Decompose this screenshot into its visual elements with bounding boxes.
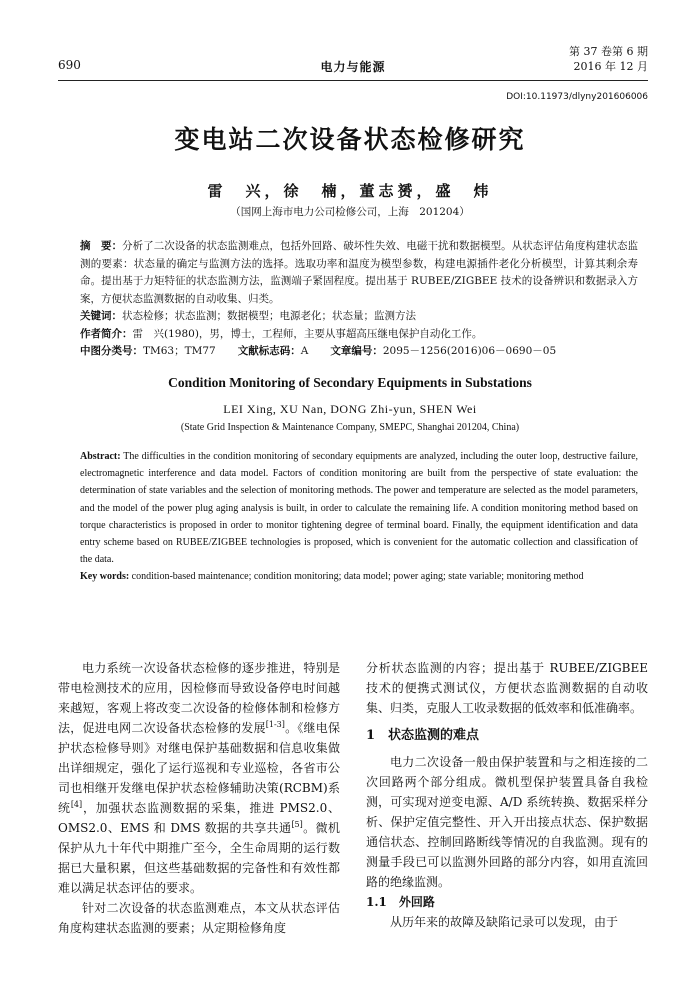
- keywords-en-value: condition-based maintenance; condition monitoring; data model; power aging; state variable; monitoring method: [131, 571, 584, 583]
- running-header: [58, 36, 648, 78]
- abstract-en-body: The difficulties in the condition monitoring of secondary equipments are analyzed, including the outer loop, destructive failure, electromagnetic interference and data model. Factors of condition monitoring are built from the perspective of state evaluation: the determination of state variables and the selection of monitoring methods. The power and temperature are selected as the model parameters, and the model of the power plug aging analysis is built, in order to calculate the remaining life. A condition monitoring method based on torque characteristics is proposed in order to monitor tightening degree of terminal board. Finally, the equipment identification and data entry scheme based on RUBEE/ZIGBEE technologies is proposed, which is convenient for the automatic collection and classification of the data.: [80, 451, 639, 566]
- citation-4: [4]: [70, 800, 83, 809]
- keywords-cn-label: 关键词：: [80, 310, 122, 322]
- author-bio-label: 作者简介：: [80, 327, 133, 340]
- doc-code-value: A: [300, 345, 309, 357]
- clc-value: TM63；TM77: [143, 345, 216, 357]
- abstract-cn-text: [80, 238, 638, 308]
- abstract-cn-body: 分析了二次设备的状态监测难点，包括外回路、破坏性失效、电磁干扰和数据模型。从状态评估角度构建状态监测的要素：状态量的确定与监测方法的选择。选取功率和温度为模型参数，构建电源插件老化分析模型，计算其剩余寿命。提出基于力矩特征的状态监测方法，监测端子紧固程度。提出基于 RUBEE/ZIGBEE 技术的设备辨识和数据录入方案，方便状态监测数据的自动收集、归类。: [80, 240, 639, 305]
- issue-date: 2016 年 12 月: [573, 60, 648, 73]
- issue-info: [569, 44, 648, 74]
- paper-title-cn: 变电站二次设备状态检修研究: [174, 125, 526, 154]
- keywords-en: [80, 568, 638, 585]
- abstract-cn-label: 摘 要：: [80, 240, 123, 252]
- keywords-en-label: Key words:: [80, 571, 130, 583]
- intro-p1-part-c: ，加强状态监测数据的采集，推进 PMS2.0、OMS2.0、EMS 和 DMS 数据的共享共通: [58, 801, 340, 835]
- article-no-value: 2095－1256(2016)06－0690－05: [382, 345, 557, 357]
- section-1-heading: 1 状态监测的难点: [366, 728, 480, 743]
- section-1-1-paragraph: 从历年来的故障及缺陷记录可以发现，由于: [390, 915, 619, 929]
- intro-paragraph-1: [58, 658, 340, 898]
- right-column: [366, 658, 648, 932]
- authors-cn: 雷 兴，徐 楠，董志赟，盛 炜: [207, 182, 493, 200]
- clc-label: 中图分类号：: [80, 345, 143, 357]
- intro-p1-part-a: 电力系统一次设备状态检修的逐步推进，特别是带电检测技术的应用，因检修而导致设备停电时间越来越短，客观上将改变二次设备的检修体制和检修方法，促进电网二次设备状态检修的发展: [58, 661, 340, 735]
- volume-issue: 第 37 卷第 6 期: [569, 45, 648, 58]
- affiliation-en: (State Grid Inspection & Maintenance Company, SMEPC, Shanghai 201204, China): [180, 422, 520, 433]
- author-bio: [80, 326, 638, 344]
- intro-paragraph-2-cont: 分析状态监测的内容；提出基于 RUBEE/ZIGBEE 技术的便携式测试仪，方便状态监测数据的自动收集、归类，克服人工收录数据的低效率和低准确率。: [366, 661, 648, 715]
- citation-5: [5]: [291, 820, 303, 829]
- abstract-en-label: Abstract:: [80, 451, 121, 462]
- journal-name: 电力与能源: [320, 60, 386, 74]
- classification-row: [80, 343, 638, 361]
- author-bio-value: 雷 兴(1980)，男，博士，工程师，主要从事超高压继电保护自动化工作。: [132, 327, 483, 340]
- page-number: 690: [58, 58, 81, 72]
- section-1-paragraph: 电力二次设备一般由保护装置和与之相连接的二次回路两个部分组成。微机型保护装置具备自我检测，可实现对逆变电源、A/D 系统转换、数据采样分析、保护定值完整性、开入开出接点状态、保护数据通信状态、控制回路断线等情况的自我监测。现有的测量手段已可以监测外回路的部分内容，如用直流回路的绝缘监测。: [366, 755, 648, 889]
- paper-title-en: Condition Monitoring of Secondary Equipments in Substations: [168, 375, 532, 390]
- affiliation-cn: （国网上海市电力公司检修公司，上海 201204）: [230, 206, 470, 218]
- left-column: [58, 658, 340, 938]
- intro-p1-part-d: 。微机保护从九十年代中期推广至今，全生命周期的运行数据已大量积累，但这些基础数据的完备性和有效性都难以满足状态评估的要求。: [58, 821, 340, 895]
- abstract-en: [80, 448, 638, 586]
- header-rule: [58, 80, 648, 81]
- section-1-1-heading: 1.1 外回路: [366, 895, 435, 909]
- doc-code-label: 文献标志码：: [237, 345, 301, 357]
- authors-en: LEI Xing, XU Nan, DONG Zhi-yun, SHEN Wei: [223, 402, 477, 416]
- doi: DOI:10.11973/dlyny201606006: [506, 92, 648, 102]
- abstract-cn: [80, 238, 638, 361]
- citation-1-3: [1-3]: [265, 720, 285, 729]
- intro-paragraph-2: 针对二次设备的状态监测难点，本文从状态评估角度构建状态监测的要素；从定期检修角度: [58, 901, 340, 935]
- abstract-en-text: [80, 448, 638, 568]
- keywords-cn-value: 状态检修；状态监测；数据模型；电源老化；状态量；监测方法: [122, 310, 416, 322]
- keywords-cn: [80, 308, 638, 326]
- article-no-label: 文章编号：: [330, 345, 383, 357]
- intro-p1-part-b: 。《继电保护状态检修导则》对继电保护基础数据和信息收集做出详细规定，强化了运行巡视和专业巡检，各省市公司也相继开发继电保护状态检修辅助决策(RCBM)系统: [58, 721, 340, 815]
